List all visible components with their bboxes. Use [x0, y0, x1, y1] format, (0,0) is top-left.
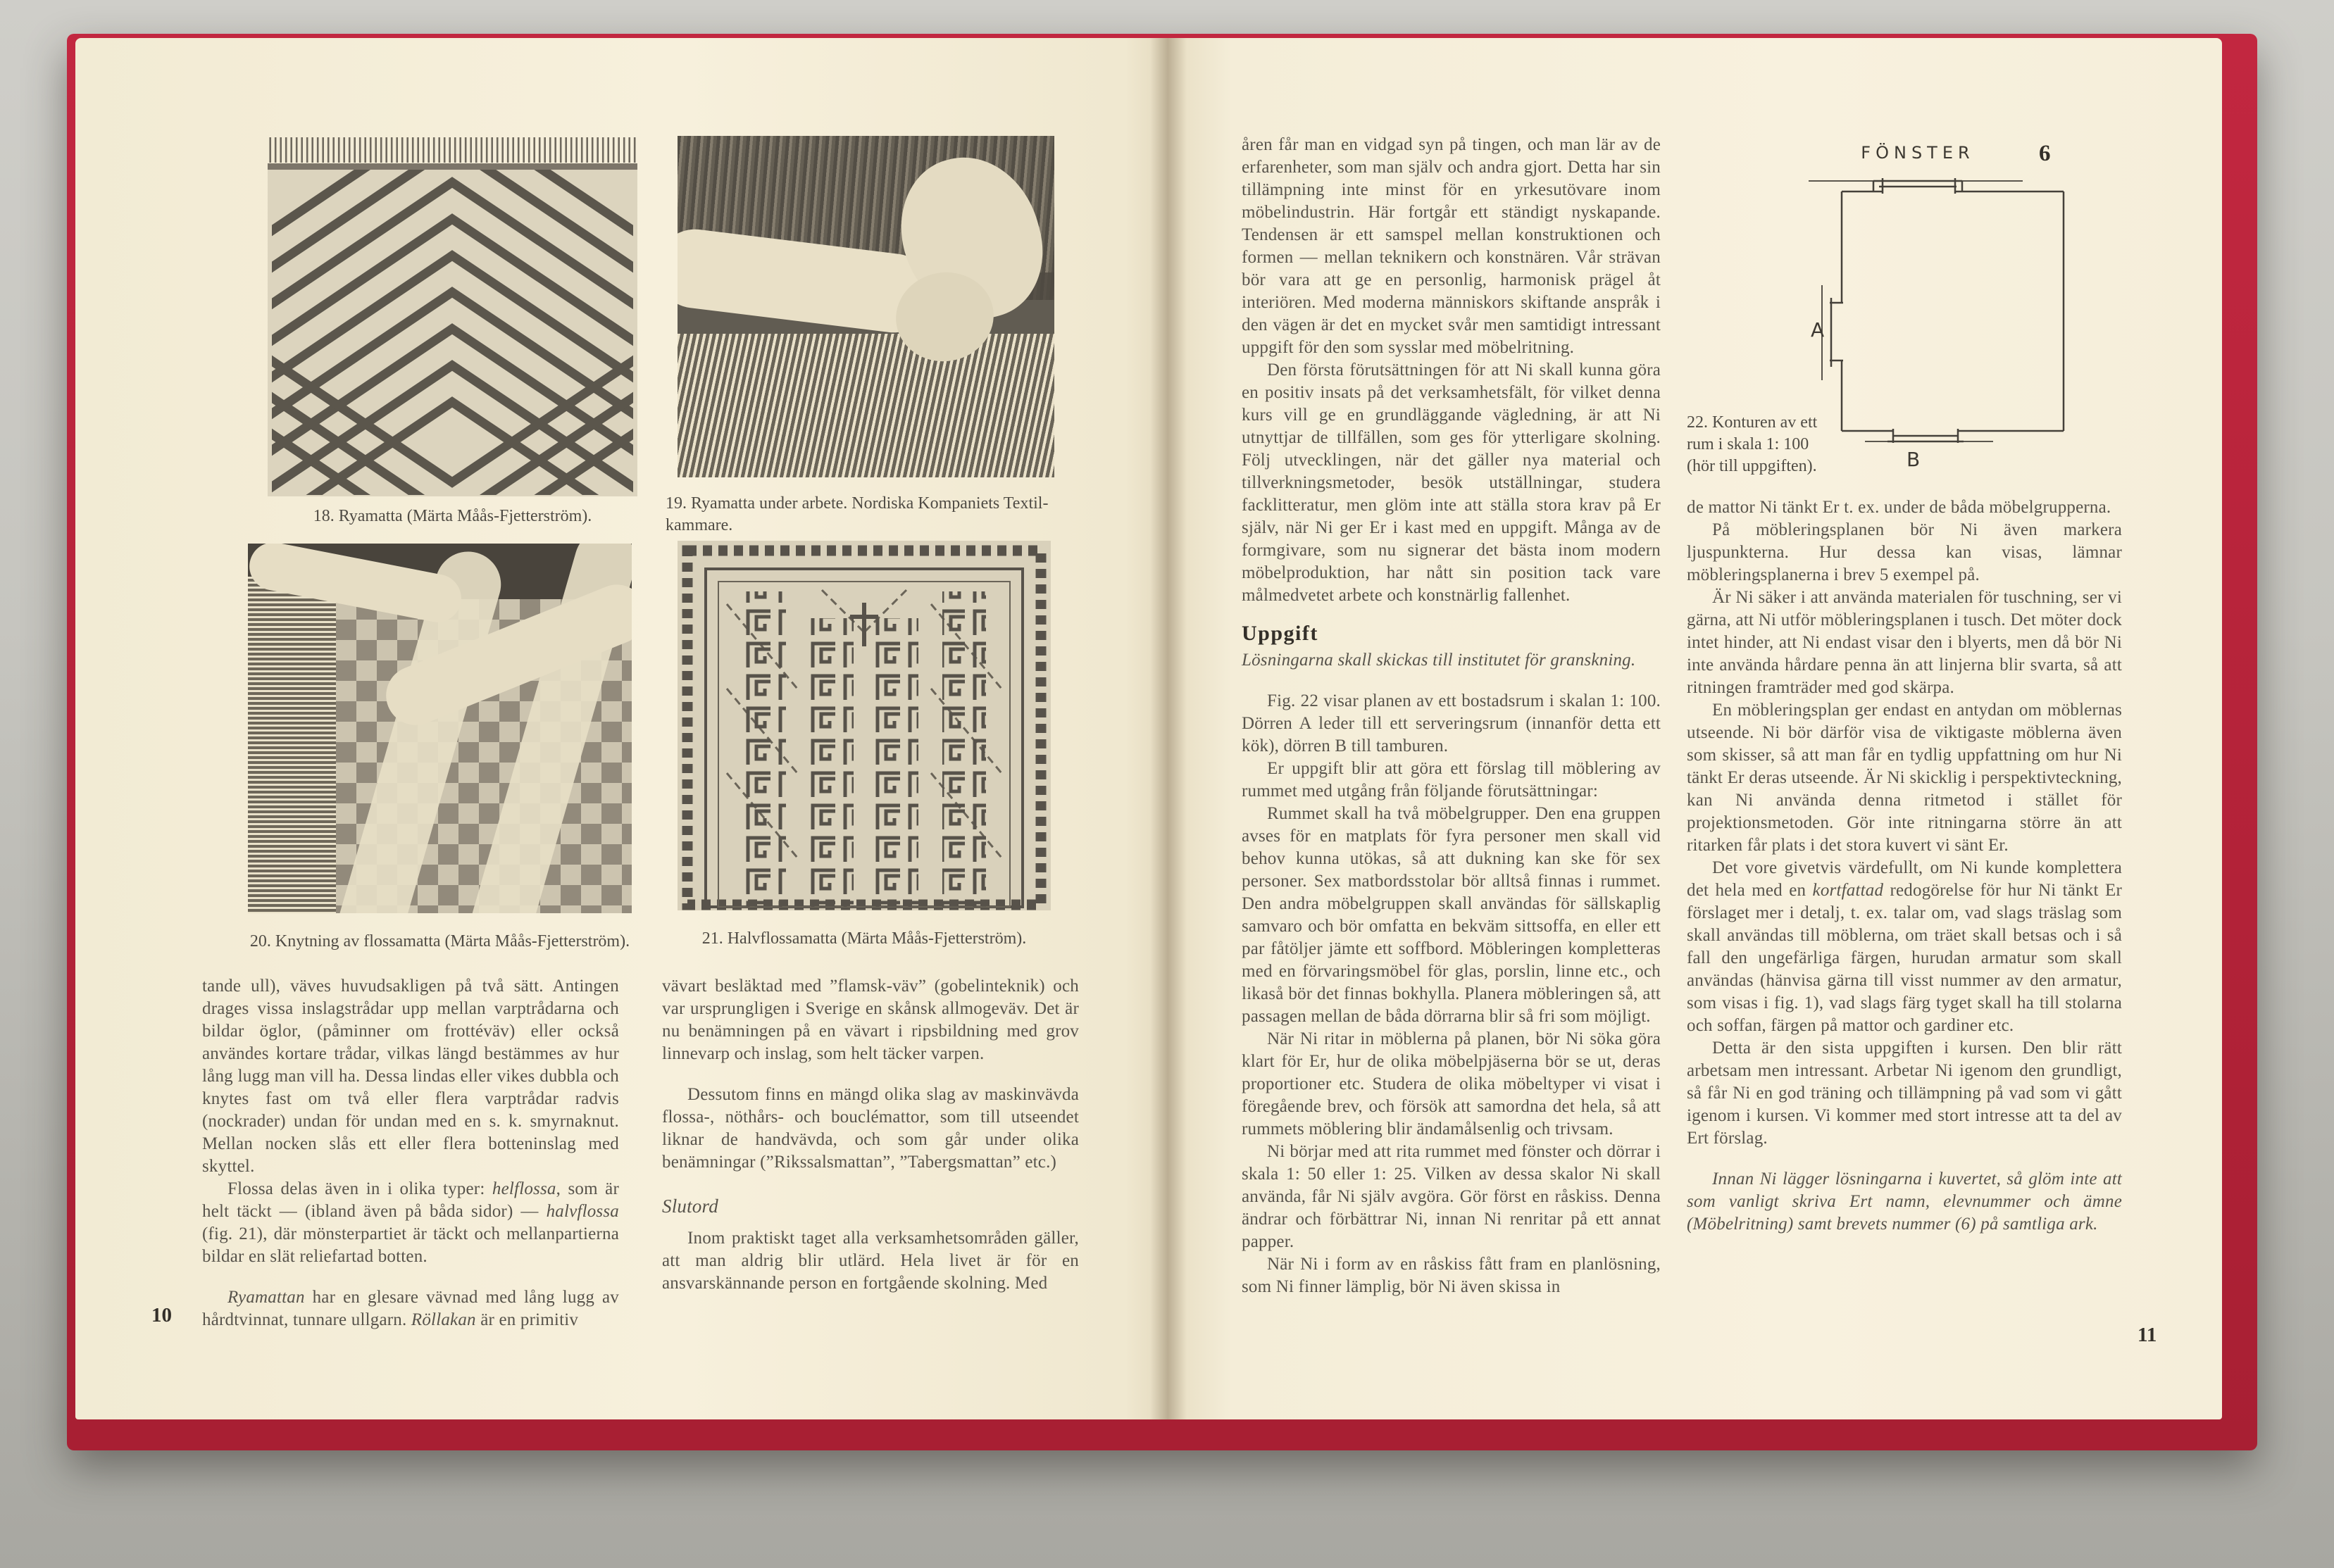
window-label: FÖNSTER [1861, 143, 1975, 163]
figure-18-image [268, 137, 637, 496]
paragraph: Er uppgift blir att göra ett förslag till möblering av rummet med utgång från följande förutsättningar: [1242, 759, 1661, 801]
task-note: Lösningarna skall skickas till institutet för granskning. [1242, 651, 1636, 670]
page-number-10: 10 [151, 1304, 172, 1326]
paragraph: Inom praktiskt taget alla verksamhetsområden gäller, att man aldrig blir utlärd. Hela livet är för en ansvarskännande person en fortgående skolning. Med [662, 1229, 1079, 1293]
paragraph: Rummet skall ha två möbelgrupper. Den ena gruppen avses för en matplats för fyra personer men skall vid behov kunna utökas, så att dukning kan ske för sex personer. Sex matbordsstolar bör alltså finnas i rummet. Den andra möbelgruppen skall användas för sällskaplig samvaro och bör omfatta en bekväm sittsoffa, en eller ett par fåtöljer jämte ett soffbord. Möbleringen kompletteras med en förvaringsmöbel för glas, porslin, linne etc., och likaså bör det finnas bokhylla. Planera möbleringen så, att passagen mellan de båda dörrarna blir så fri som möjligt. [1242, 804, 1661, 1026]
door-a-label: A [1811, 318, 1825, 341]
paragraph: Fig. 22 visar planen av ett bostadsrum i skalan 1: 100. Dörren A leder till ett serveringsrum (innanför detta ett kök), dörren B till tamburen. [1242, 691, 1661, 755]
closing-note: Innan Ni lägger lösningarna i kuvertet, så glöm inte att som vanligt skriva Ert namn, elevnummer och ämne (Möbelritning) samt brevets nummer (6) på samtliga ark. [1687, 1169, 2122, 1234]
page-right [1168, 38, 2222, 1419]
open-book [67, 34, 2257, 1450]
figure-20-caption: 20. Knytning av flossamatta (Märta Måås-Fjetterström). [249, 932, 630, 951]
left-page-column-1 [202, 975, 619, 1331]
paragraph: de mattor Ni tänkt Er t. ex. under de båda möbelgrupperna. [1687, 498, 2111, 517]
section-heading-slutord: Slutord [662, 1196, 718, 1217]
paragraph: Ni börjar med att rita rummet med fönster och dörrar i skala 1: 50 eller 1: 25. Vilken av dessa skalor Ni skall använda, får Ni själv avgöra. Gör först en råskiss. Denna ändrar och förbättrar Ni, innan Ni renritar på ett annat papper. [1242, 1142, 1661, 1251]
paragraph: åren får man en vidgad syn på tingen, och man lär av de erfarenheter, som man själv och andra gjort. Detta har sin tillämpning inte minst för en yrkesutövare inom möbelindustrin. Här fortgår ett ständigt nyskapande. Tendensen är ett samspel mellan konstruktionen och formen — mellan teknikern och konstnären. Vår strävan bör vara att ge en personlig, harmonisk prägel åt interiören. Med moderna människors skiftande anspråk i den vägen är det en mycket svår men samtidigt intressant uppgift för den som sysslar med möbelritning. [1242, 135, 1661, 357]
letter-number: 6 [2039, 141, 2051, 166]
figure-19-image [678, 136, 1054, 477]
paragraph: Detta är den sista uppgiften i kursen. Den blir rätt arbetsam men intressant. Arbetar Ni igenom den grundligt, så får Ni en god träning och tillämpning på vad som vi gått igenom i kursen. Vi kommer med stort intresse att ta del av Ert förslag. [1687, 1039, 2122, 1148]
figure-19-caption: 19. Ryamatta under arbete. Nordiska Kompaniets Textilkammare. [666, 494, 1049, 534]
warp-threads-texture [248, 577, 344, 913]
paragraph: tande ull), väves huvudsakligen på två sätt. Antingen drages vissa inslagstrådar upp mellan varptrådarna och bildar öglor, (påminner om frottéväv) eller också användes kortare trådar, vilkas längd bestämmes av hur lång lugg man vill ha. Dessa lindas eller vikes dubbla och knytes fast om två eller flera varptrådar radvis (nockrader) undan för undan med en s. k. smyrnaknut. Mellan nocken slås ett eller flera botteninslag med skyttel. [202, 977, 619, 1176]
paragraph: På möbleringsplanen bör Ni även markera ljuspunkterna. Hur dessa kan visas, lämnar möbleringsplanerna i brev 5 exempel på. [1687, 520, 2122, 584]
paragraph: Den första förutsättningen för att Ni skall kunna göra en positiv insats på det verksamhetsfält, för vilket denna kurs vill ge en grundläggande vägledning, är att Ni utnyttjar de tillfällen, som ges för ytterligare skolning. Följ utvecklingen, när det gäller nya material och tillverkningsmetoder, besök utställningar, studera facklitteratur, men glöm inte att ställa stora krav på Er själv, när Ni ger Er i kast med en uppgift. Många av de formgivare, som nu signerar det bästa inom modern möbelproduktion, har nått sin position tack vare målmedvetet arbete och konstnärlig fallenhet. [1242, 360, 1661, 605]
paragraph: En möbleringsplan ger endast en antydan om möblernas utseende. Ni bör därför visa de viktigaste möblerna även som skisser, så att man får en tydlig uppfattning om hur Ni tänkt Er deras utseende. Är Ni skicklig i perspektivteckning, kan Ni använda denna ritmetod i stället för projektionsmetoden. Gör inte ritningarna större än att ritarken får plats i det stora kuvert vi sänt Er. [1687, 701, 2122, 855]
warp-threads-texture [678, 334, 1054, 477]
left-page-column-2 [662, 975, 1079, 1295]
figure-22-floor-plan [1789, 137, 2085, 489]
paragraph: Dessutom finns en mängd olika slag av maskinvävda flossa-, nöthårs- och bouclémattor, som till utseendet liknar de handvävda, och som går under olika benämningar (”Rikssalsmattan”, ”Tabergsmattan” etc.) [662, 1085, 1079, 1172]
paragraph: När Ni i form av en råskiss fått fram en planlösning, som Ni finner lämplig, bör Ni även skissa in [1242, 1255, 1661, 1296]
paragraph: Är Ni säker i att använda materialen för tuschning, ser vi gärna, att Ni utför möbleringsplanen i tusch. Det möter dock intet hinder, att Ni endast visar den i blyerts, men då bör Ni inte använda hårdare penna än att linjerna blir svarta, så att ritningen framträder med god skärpa. [1687, 588, 2122, 697]
page-left [75, 38, 1168, 1419]
paragraph: Ryamattan har en glesare vävnad med lång lugg av hårdtvinnat, tunnare ullgarn. Röllakan är en primitiv [202, 1288, 619, 1329]
paragraph: Flossa delas även in i olika typer: helflossa, som är helt täckt — (ibland även på båda sidor) — halvflossa (fig. 21), där mönsterpartiet är täckt och mellanpartierna bildar en slät reliefartad botten. [202, 1179, 619, 1266]
figure-21-caption: 21. Halvflossamatta (Märta Måås-Fjetterström). [701, 929, 1027, 948]
paragraph: vävart besläktad med ”flamsk-väv” (gobelinteknik) och var ursprungligen i Sverige en skånsk allmogeväv. Det är nu benämningen på en vävart i ripsbildning med grov linnevarp och inslag, som helt täcker varpen. [662, 977, 1079, 1063]
chevron-rug-drawing [268, 137, 637, 496]
right-page-column-1 [1242, 134, 1661, 1298]
door-b-label: B [1906, 448, 1921, 471]
meander-rug-drawing [678, 541, 1051, 910]
figure-18-caption: 18. Ryamatta (Märta Måås-Fjetterström). [313, 507, 592, 525]
page-number-11: 11 [2138, 1324, 2157, 1346]
figure-20-image [248, 544, 632, 913]
right-page-column-2 [1687, 496, 2122, 1236]
paragraph: Det vore givetvis värdefullt, om Ni kunde komplettera det hela med en kortfattad redogörelse för hur Ni tänkt Er förslaget mer i detalj, t. ex. talar om, vad slags träslag som skall användas till möblerna, om träet skall betsas och i så fall den ungefärliga färgen, hurudan armatur som skall användas (hänvisa gärna till visst nummer av den armatur, som visas i fig. 1), vad slags färg tyget skall ha till stolarna och soffan, färgen på mattor och gardiner etc. [1687, 858, 2122, 1035]
room-plan-drawing [1789, 137, 2085, 489]
figure-22-caption: 22. Konturen av ett rum i skala 1: 100 (hör till uppgiften). [1687, 413, 1818, 475]
paragraph: När Ni ritar in möblerna på planen, bör Ni söka göra klart för Er, hur de olika möbelpjäserna bör se ut, deras proportioner etc. Studera de olika möbeltyper vi visat i föregående brev, och försök att samordna det hela, så att rummets möblering blir ändamålsenlig och trivsam. [1242, 1029, 1661, 1139]
figure-21-image [678, 541, 1051, 910]
section-heading-uppgift: Uppgift [1242, 622, 1318, 645]
